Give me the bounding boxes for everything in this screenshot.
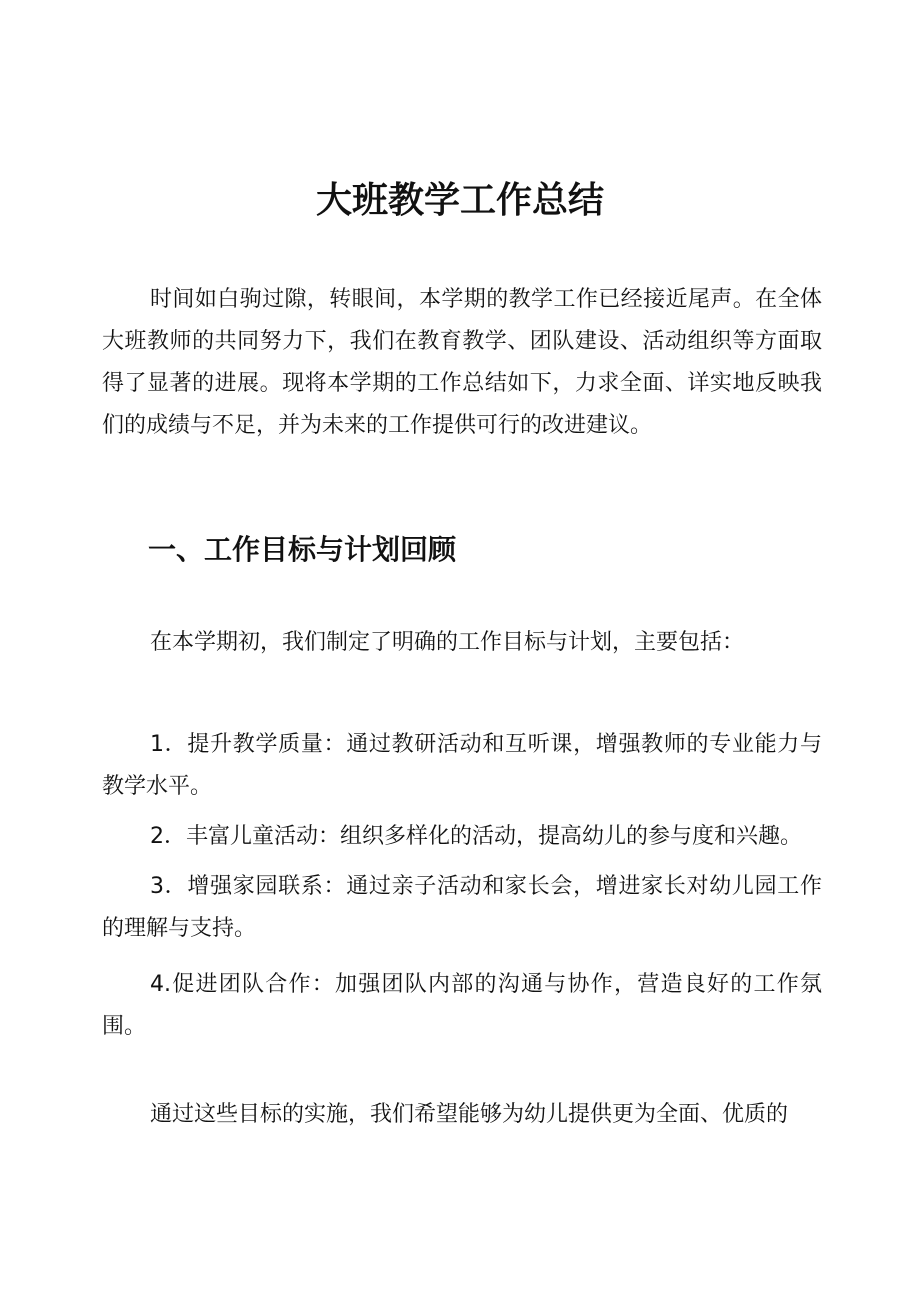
list-item-1: 1．提升教学质量：通过教研活动和互听课，增强教师的专业能力与教学水平。 bbox=[102, 732, 822, 799]
list-item-2: 2．丰富儿童活动：组织多样化的活动，提高幼儿的参与度和兴趣。 bbox=[150, 824, 802, 849]
document-title: 大班教学工作总结 bbox=[315, 180, 604, 221]
section-heading: 一、工作目标与计划回顾 bbox=[148, 533, 457, 566]
intro-paragraph: 时间如白驹过隙，转眼间，本学期的教学工作已经接近尾声。在全体大班教师的共同努力下，我们在教育教学、团队建设、活动组织等方面取得了显著的进展。现将本学期的工作总结如下，力求全面、详实地反映我们的成绩与不足，并为未来的工作提供可行的改进建议。 bbox=[102, 287, 822, 438]
closing-paragraph: 通过这些目标的实施，我们希望能够为幼儿提供更为全面、优质的 bbox=[150, 1102, 789, 1127]
list-item-3: 3．增强家园联系：通过亲子活动和家长会，增进家长对幼儿园工作的理解与支持。 bbox=[102, 874, 822, 941]
list-item-4: 4.促进团队合作：加强团队内部的沟通与协作，营造良好的工作氛围。 bbox=[102, 972, 822, 1039]
section-lead-paragraph: 在本学期初，我们制定了明确的工作目标与计划，主要包括： bbox=[150, 630, 745, 655]
